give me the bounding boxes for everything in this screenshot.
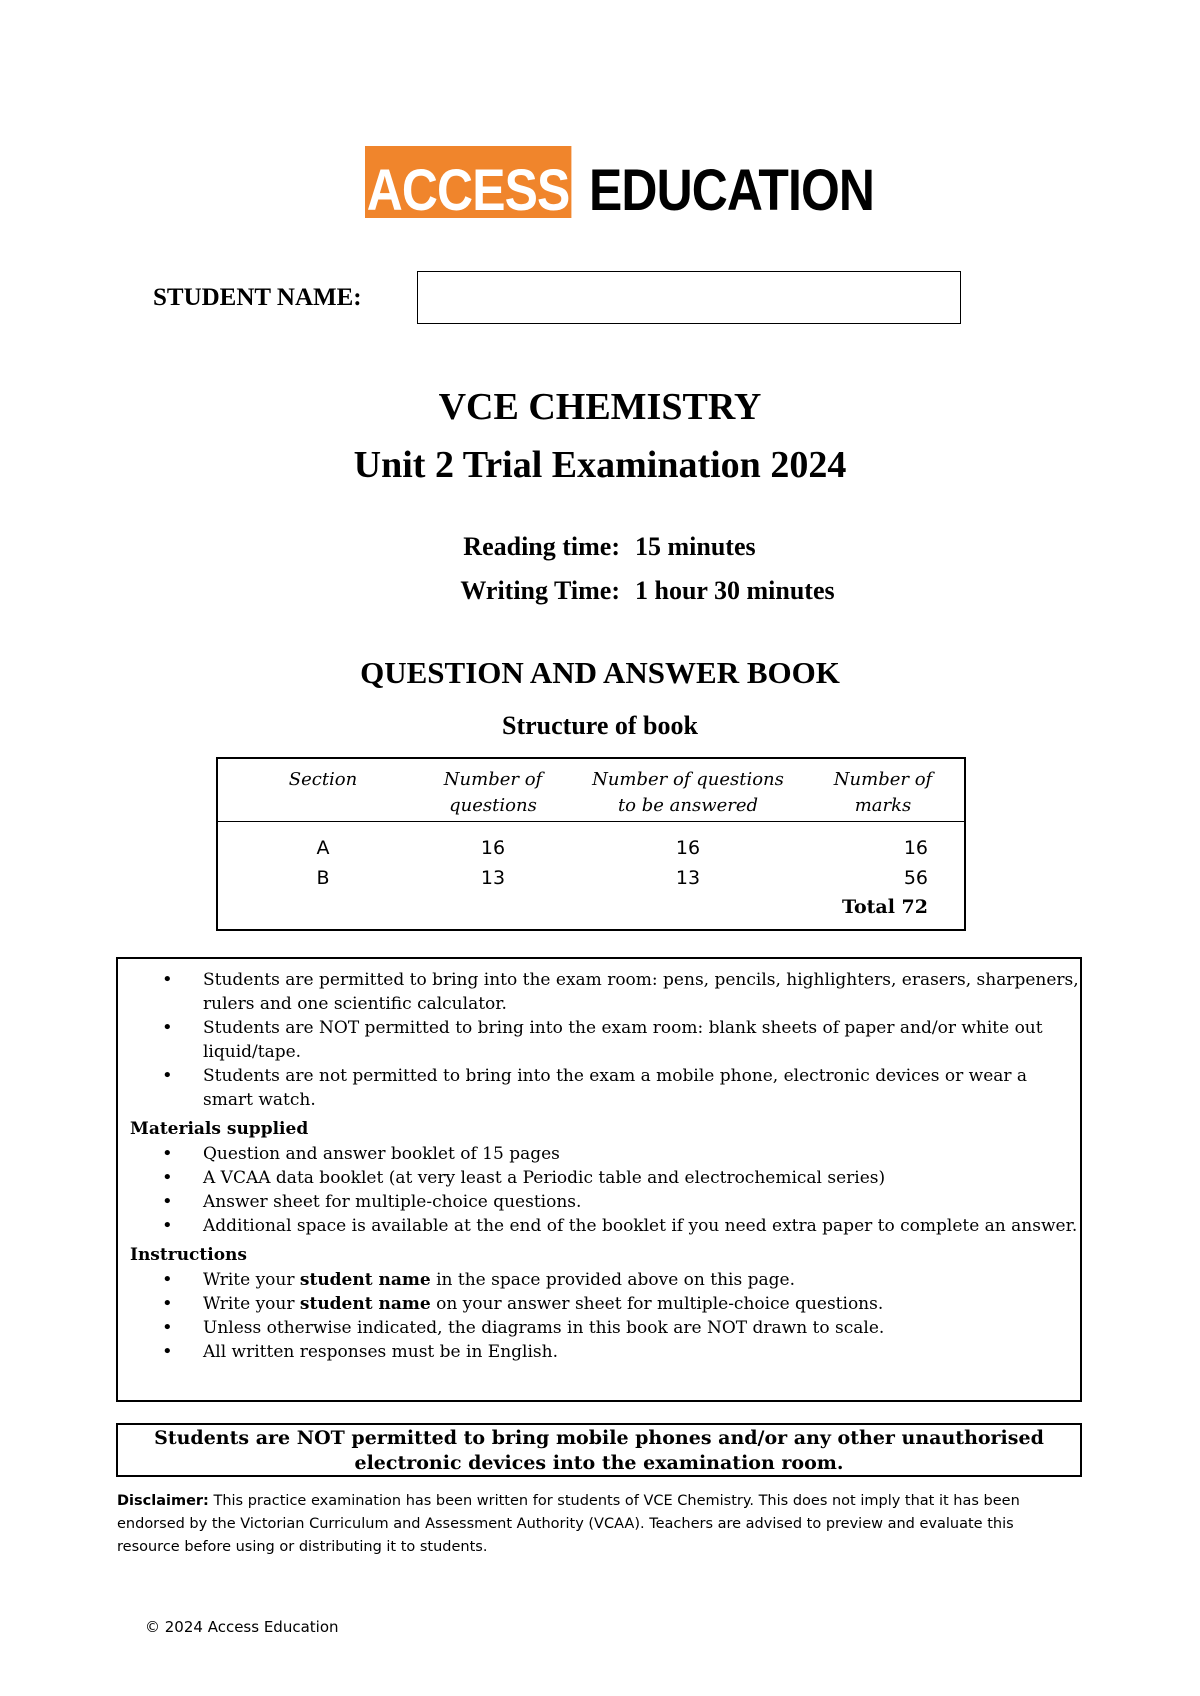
list-item: • All written responses must be in English.	[118, 1340, 1080, 1364]
row-a-section: A	[316, 837, 330, 859]
writing-time-row	[0, 576, 620, 608]
exam-subject-title: VCE CHEMISTRY	[438, 386, 762, 428]
list-item: • Question and answer booklet of 15 pages	[118, 1142, 1080, 1166]
mobile-phone-warning: Students are NOT permitted to bring mobile phones and/or any other unauthorised electronic devices into the examination room.	[116, 1423, 1082, 1477]
total-label: Total	[841, 896, 895, 918]
materials-heading: Materials supplied	[130, 1119, 309, 1139]
total-marks	[778, 896, 928, 918]
row-b-to-answer: 13	[675, 867, 701, 889]
list-item: • Students are not permitted to bring into the exam a mobile phone, electronic devices or wear a smart watch.	[118, 1064, 1080, 1112]
total-value: 72	[901, 896, 928, 918]
header-questions-to-answer: Number of questions to be answered	[592, 769, 784, 816]
row-b-section: B	[316, 867, 330, 889]
logo-access-text: ACCESS	[365, 146, 571, 218]
instructions-heading: Instructions	[130, 1245, 247, 1265]
header-number-of-questions: Number of questions	[443, 769, 543, 816]
disclaimer-text: This practice examination has been written for students of VCE Chemistry. This does not imply that it has been endorsed by the Victorian Curriculum and Assessment Authority (VCAA). Teachers are advised to preview and evaluate this resource before using or distributing it to students.	[117, 1493, 1020, 1555]
disclaimer	[117, 1490, 1067, 1559]
row-b-marks: 56	[903, 867, 928, 889]
list-item: • Students are permitted to bring into the exam room: pens, pencils, highlighters, erasers, sharpeners, rulers and one scientific calculator.	[118, 968, 1080, 1016]
row-a-to-answer: 16	[675, 837, 701, 859]
header-section: Section	[288, 769, 358, 790]
student-name-field[interactable]	[417, 271, 961, 324]
reading-time-row	[0, 532, 620, 564]
copyright: © 2024 Access Education	[145, 1618, 339, 1636]
list-item: • Unless otherwise indicated, the diagrams in this book are NOT drawn to scale.	[118, 1316, 1080, 1340]
instructions-list	[118, 1268, 1080, 1364]
list-item: • A VCAA data booklet (at very least a Periodic table and electrochemical series)	[118, 1166, 1080, 1190]
structure-title: Structure of book	[502, 711, 698, 740]
row-a-marks: 16	[903, 837, 928, 859]
list-item: • Students are NOT permitted to bring into the exam room: blank sheets of paper and/or white out liquid/tape.	[118, 1016, 1080, 1064]
exam-unit-title: Unit 2 Trial Examination 2024	[353, 444, 847, 486]
question-answer-book-title: QUESTION AND ANSWER BOOK	[360, 655, 840, 690]
writing-time-value: 1 hour 30 minutes	[635, 576, 835, 605]
row-b-questions: 13	[480, 867, 506, 889]
instructions-box	[116, 957, 1082, 1402]
reading-time-value: 15 minutes	[635, 532, 756, 561]
logo-education-text: EDUCATION	[588, 158, 874, 223]
list-item: • Write your student name on your answer sheet for multiple-choice questions.	[118, 1292, 1080, 1316]
student-name-label: STUDENT NAME:	[153, 284, 362, 311]
row-a-questions: 16	[480, 837, 506, 859]
list-item: • Answer sheet for multiple-choice questions.	[118, 1190, 1080, 1214]
disclaimer-label: Disclaimer:	[117, 1493, 209, 1509]
header-number-of-marks: Number of marks	[833, 769, 933, 816]
writing-time-label: Writing Time:	[460, 576, 620, 605]
list-item: • Additional space is available at the end of the booklet if you need extra paper to complete an answer.	[118, 1214, 1080, 1238]
access-education-logo	[365, 146, 920, 223]
reading-time-label: Reading time:	[463, 532, 620, 561]
structure-table	[216, 757, 966, 931]
header-divider	[218, 821, 964, 822]
materials-list	[118, 1142, 1080, 1238]
permitted-list	[118, 968, 1080, 1112]
list-item: • Write your student name in the space provided above on this page.	[118, 1268, 1080, 1292]
